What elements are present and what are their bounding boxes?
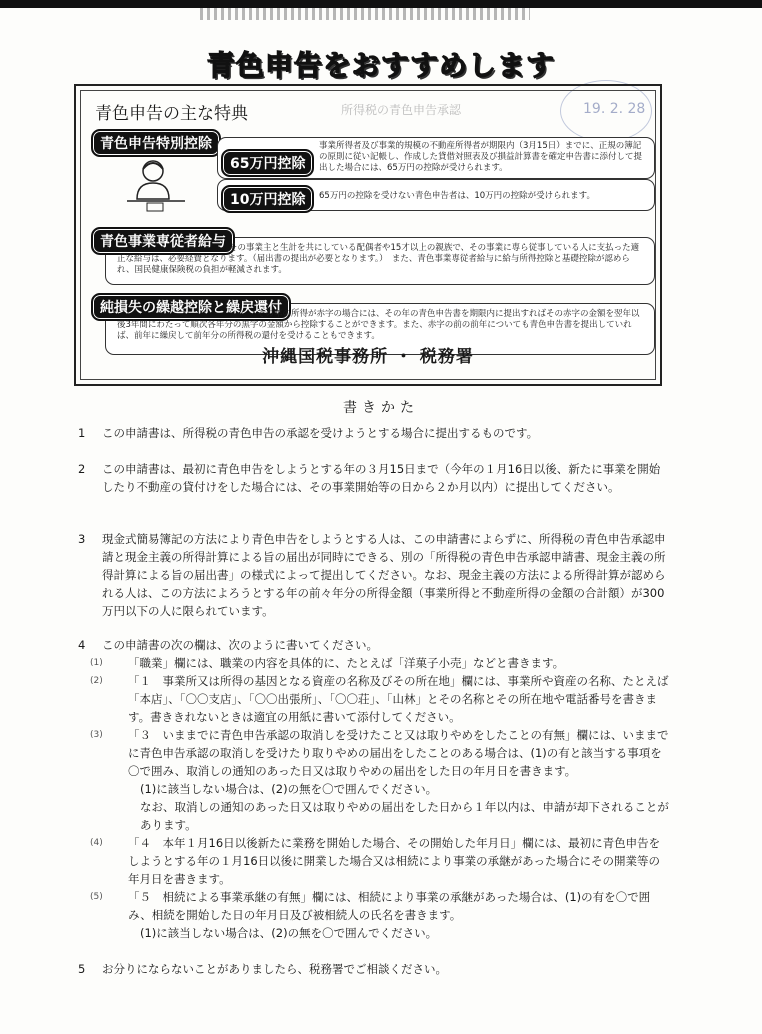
- sub-instruction-number: (4): [90, 838, 103, 848]
- sub-instruction-text: 「４ 本年１月16日以後新たに業務を開始した場合、その開始した年月日」欄には、最初に青色申告をしようとする年の１月16日以後に開業した場合又は相続により事業の承継があった場合にその開業等の年月日を書きます。: [128, 836, 661, 886]
- page-headline: 青色申告をおすすめします: [206, 49, 556, 82]
- instruction-1: [78, 424, 668, 442]
- sub-instruction-number: (3): [90, 730, 103, 740]
- instruction-text: この申請書は、所得税の青色申告の承認を受けようとする場合に提出するものです。: [102, 426, 539, 440]
- deduction-65-badge: 65万円控除: [221, 149, 314, 177]
- sub-instruction-text: 「１ 事業所又は所得の基因となる資産の名称及びその所在地」欄には、事業所や資産の名称、たとえば「本店」、「〇〇支店」、「〇〇出張所」、「〇〇荘」、「山林」とその名称とその所在地や電話番号を書きます。書ききれないときは適宜の用紙に書いて添付してください。: [128, 674, 669, 724]
- sub-instruction-number: (1): [90, 658, 103, 668]
- instruction-number: 3: [78, 532, 86, 546]
- sub-instruction-2: [90, 672, 670, 726]
- sub-instruction-text: 「５ 相続による事業承継の有無」欄には、相続により事業の承継があった場合は、(1)の有を〇で囲み、相続を開始した日の年月日及び被相続人の氏名を書きます。: [128, 890, 651, 922]
- sub-instruction-text: 「３ いままでに青色申告承認の取消しを受けたこと又は取りやめをしたことの有無」欄には、いままでに青色申告承認の取消しを受けたり取りやめの届出をしたことのある場合は、(1)の有と該当する事項を〇で囲み、取消しの通知のあった日又は取りやめの届出をした日の年月日を書きます。: [128, 728, 669, 778]
- sub-instruction-note: (1)に該当しない場合は、(2)の無を〇で囲んでください。: [140, 926, 438, 940]
- sub-instruction-text: 「職業」欄には、職業の内容を具体的に、たとえば「洋菓子小売」などと書きます。: [128, 656, 565, 670]
- instruction-number: 1: [78, 426, 86, 440]
- date-stamp-text: 19. 2. 28: [583, 101, 646, 117]
- deduction-10-description: 65万円の控除を受けない青色申告者は、10万円の控除が受けられます。: [319, 191, 595, 201]
- benefits-heading: 青色申告の主な特典: [95, 104, 248, 124]
- instruction-number: 5: [78, 962, 86, 976]
- sub-instruction-note: なお、取消しの通知のあった日又は取りやめの届出をした日から１年以内は、申請が却下されることがあります。: [140, 800, 669, 832]
- instruction-text: 現金式簡易簿記の方法により青色申告をしようとする人は、この申請書によらずに、所得税の青色申告承認申請と現金主義の所得計算による旨の届出が同時にできる、別の「所得税の青色申告承認申請書、現金主義の所得計算による旨の届出書」の様式によって提出してください。なお、現金主義の方法による所得計算が認められる人は、この方法によろうとする年の前々年分の所得金額（事業所得と不動産所得の金額の合計額）が300万円以下の人に限られています。: [102, 532, 666, 618]
- sub-instruction-number: (5): [90, 892, 103, 902]
- benefits-box: [74, 84, 662, 386]
- family-salary-description: その事業主と生計を共にしている配偶者や15才以上の親族で、その事業に専ら従事している人に支払った適正な給与は、必要経費となります。（届出書の提出が必要となります。） また、青色事業専従者給与に給与所得控除と基礎控除が認められ、国民健康保険税の負担が軽減されます。: [117, 243, 640, 275]
- deduction-65-description: 事業所得者及び事業的規模の不動産所得者が期限内（3月15日）までに、正規の簿記の原則に従い記帳し、作成した貸借対照表及び損益計算書を確定申告書に添付して提出した場合には、65万円の控除が受けられます。: [319, 141, 643, 173]
- faded-watermark-text: 所得税の青色申告承認: [341, 103, 462, 117]
- tax-office-name: 沖縄国税事務所 ・ 税務署: [262, 347, 474, 367]
- sub-instruction-4: [90, 834, 670, 888]
- family-salary-badge: 青色事業専従者給与: [91, 227, 235, 255]
- instruction-number: 2: [78, 462, 86, 476]
- sub-instruction-number: (2): [90, 676, 103, 686]
- loss-carry-badge: 純損失の繰越控除と繰戻還付: [91, 293, 291, 321]
- instruction-text: この申請書の次の欄は、次のように書いてください。: [102, 638, 378, 652]
- instruction-text: お分りにならないことがありましたら、税務署でご相談ください。: [102, 962, 447, 976]
- sub-instruction-3: [90, 726, 670, 834]
- sub-instruction-1: [90, 654, 670, 672]
- instruction-2: [78, 460, 668, 496]
- special-deduction-badge: 青色申告特別控除: [91, 129, 221, 157]
- deduction-10-badge: 10万円控除: [221, 185, 314, 213]
- sub-instruction-note: (1)に該当しない場合は、(2)の無を〇で囲んでください。: [140, 782, 438, 796]
- scan-artifact: [200, 8, 530, 20]
- instruction-5: [78, 960, 668, 978]
- scan-top-border: [0, 0, 762, 8]
- person-at-desk-illustration: [123, 151, 189, 217]
- instruction-4: [78, 636, 668, 654]
- instruction-number: 4: [78, 638, 86, 652]
- loss-carry-description: その年の所得が赤字の場合には、その年の青色申告書を期限内に提出すればその赤字の金額を翌年以後3年間にわたって順次各年分の黒字の金額から控除することができます。また、赤字の前の前年についても青色申告書を提出していれば、前年に繰戻して前年分の所得税の還付を受けることもできます。: [117, 309, 640, 341]
- instruction-3: [78, 530, 668, 620]
- sub-instruction-5: [90, 888, 670, 942]
- instruction-text: この申請書は、最初に青色申告をしようとする年の３月15日まで（今年の１月16日以後、新たに事業を開始したり不動産の貸付けをした場合には、その事業開始等の日から２か月以内）に提出してください。: [102, 462, 661, 494]
- instructions-title: 書きかた: [343, 400, 419, 416]
